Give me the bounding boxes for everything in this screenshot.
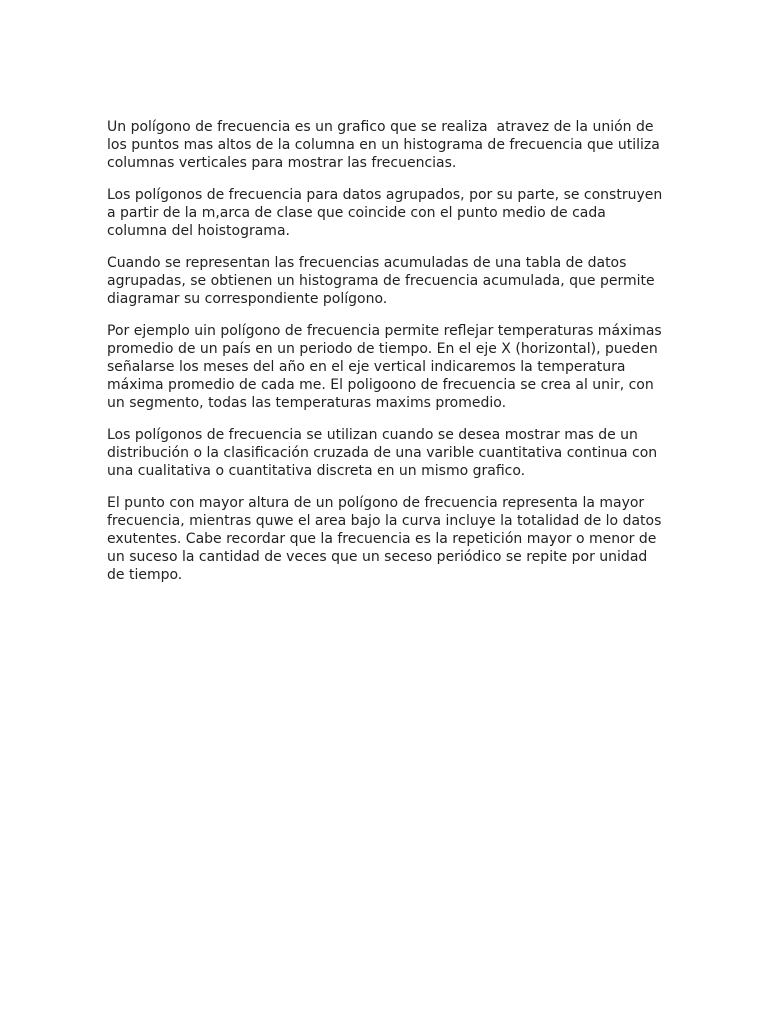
- paragraph-5: Los polígonos de frecuencia se utilizan cuando se desea mostrar mas de un distribución o la clasificación cruzada de una varible cuantitativa continua con una cualitativa o cuantitativa discreta en un mismo grafico.: [107, 427, 662, 479]
- paragraph-4: Por ejemplo uin polígono de frecuencia permite reflejar temperaturas máximas promedio de un país en un periodo de tiempo. En el eje X (horizontal), pueden señalarse los meses del año en el eje vertical indicaremos la temperatura máxima promedio de cada me. El poligoono de frecuencia se crea al unir, con un segmento, todas las temperaturas maxims promedio.: [107, 323, 667, 411]
- paragraph-3: Cuando se representan las frecuencias acumuladas de una tabla de datos agrupadas, se obtienen un histograma de frecuencia acumulada, que permite diagramar su correspondiente polígono.: [107, 255, 660, 307]
- document-body: [107, 118, 667, 584]
- paragraph-1: Un polígono de frecuencia es un grafico que se realiza atravez de la unión de los puntos mas altos de la columna en un histograma de frecuencia que utiliza columnas verticales para mostrar las frecuencias.: [107, 119, 665, 171]
- paragraph-2: Los polígonos de frecuencia para datos agrupados, por su parte, se construyen a partir de la m,arca de clase que coincide con el punto medio de cada columna del hoistograma.: [107, 187, 667, 239]
- paragraph-6: El punto con mayor altura de un polígono de frecuencia representa la mayor frecuencia, mientras quwe el area bajo la curva incluye la totalidad de lo datos exutentes. Cabe recordar que la frecuencia es la repetición mayor o menor de un suceso la cantidad de veces que un seceso periódico se repite por unidad de tiempo.: [107, 495, 666, 583]
